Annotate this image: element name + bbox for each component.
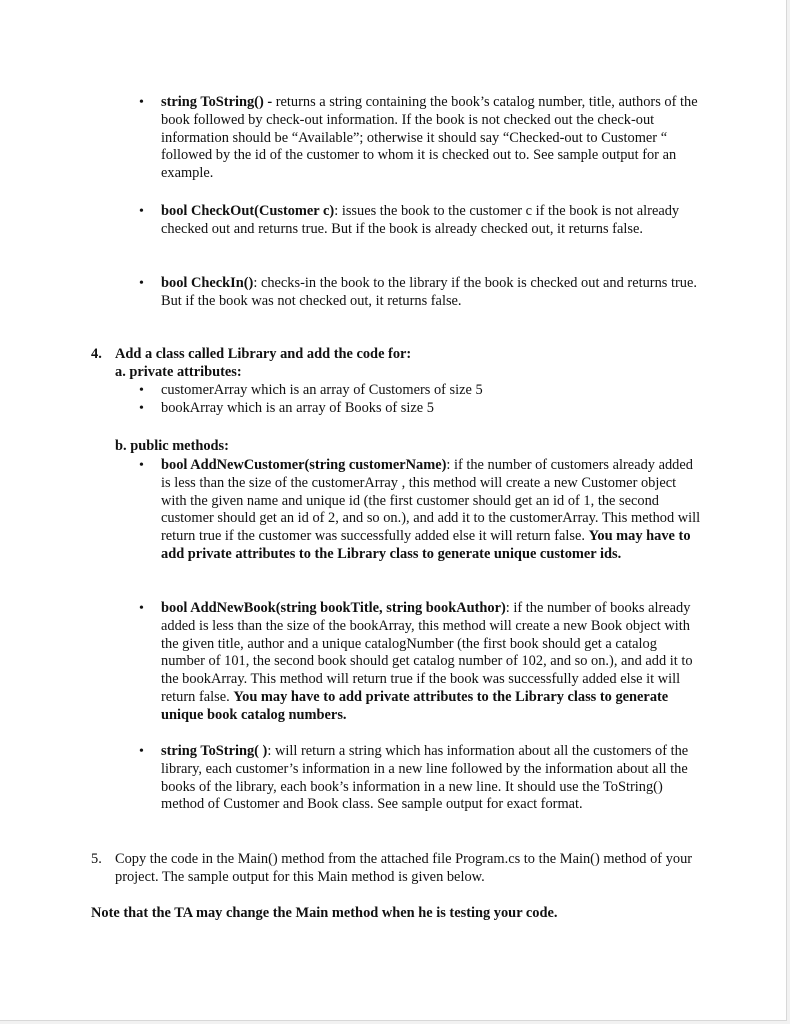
method-signature: bool CheckOut(Customer c) <box>161 203 335 219</box>
attribute-text: bookArray which is an array of Books of size 5 <box>161 400 434 416</box>
book-tostring-method <box>161 94 701 183</box>
method-note: You may have to add private attributes to the Library class to generate unique book catalog numbers. <box>161 688 669 723</box>
method-note: You may have to add private attributes to the Library class to generate unique customer ids. <box>161 528 691 562</box>
private-attribute-customer-array <box>161 382 701 400</box>
method-signature: string ToString() - <box>161 94 273 110</box>
private-attribute-book-array <box>161 400 701 418</box>
method-description: : issues the book to the customer c if the book is not already checked out and returns true. But if the book is already checked out, it returns false. <box>161 203 680 237</box>
item5-text: Copy the code in the Main() method from the attached file Program.cs to the Main() method of your project. The sample output for this Main method is given below. <box>115 851 693 885</box>
method-signature: bool AddNewBook(string bookTitle, string bookAuthor) <box>161 600 506 616</box>
method-description: : if the number of customers already added is less than the size of the customerArray , this method will create a new Customer object with the given name and unique id (the first customer should get an id of 1, the second customer should get an id of 2, and so on.), and add it to the customerArray. This method will return true if the customer was successfully added else it will return false. <box>161 457 701 545</box>
final-note: Note that the TA may change the Main method when he is testing your code. <box>91 905 558 921</box>
method-description: : will return a string which has information about all the customers of the library, each customer’s information in a new line followed by the information about all the books of the library, each book’s information in a new line. It should use the ToString() method of Customer and Book class. See sample output for exact format. <box>161 743 689 813</box>
book-checkout-method <box>161 203 701 239</box>
public-methods-label: b. public methods: <box>115 438 229 454</box>
attribute-text: customerArray which is an array of Customers of size 5 <box>161 382 483 398</box>
method-description: : if the number of books already added is less than the size of the bookArray, this method will create a new Book object with the given title, author and a unique catalogNumber (the first book should get a catalog number of 101, the second book should get catalog number of 102, and so on.), and add it to the bookArray. This method will return true if the book was successfully added else it will return false. <box>161 600 693 705</box>
method-signature: string ToString( ) <box>161 743 268 759</box>
item5-number: 5. <box>91 851 102 867</box>
book-checkin-method <box>161 275 701 311</box>
method-signature: bool CheckIn() <box>161 275 254 291</box>
private-attributes-label: a. private attributes: <box>115 364 242 380</box>
item4-heading: Add a class called Library and add the code for: <box>115 346 412 362</box>
method-signature: bool AddNewCustomer(string customerName) <box>161 457 447 473</box>
add-new-book-method <box>161 600 701 725</box>
library-tostring-method <box>161 743 701 814</box>
method-description: returns a string containing the book’s catalog number, title, authors of the book followed by check-out information. If the book is not checked out the check-out information should be “Available”; otherwise it should say “Checked-out to Customer “ followed by the id of the customer to whom it is checked out to. See sample output for an example. <box>161 94 698 182</box>
item4-number: 4. <box>91 346 102 362</box>
add-new-customer-method <box>161 457 701 564</box>
method-description: : checks-in the book to the library if the book is checked out and returns true. But if the book was not checked out, it returns false. <box>161 275 697 309</box>
